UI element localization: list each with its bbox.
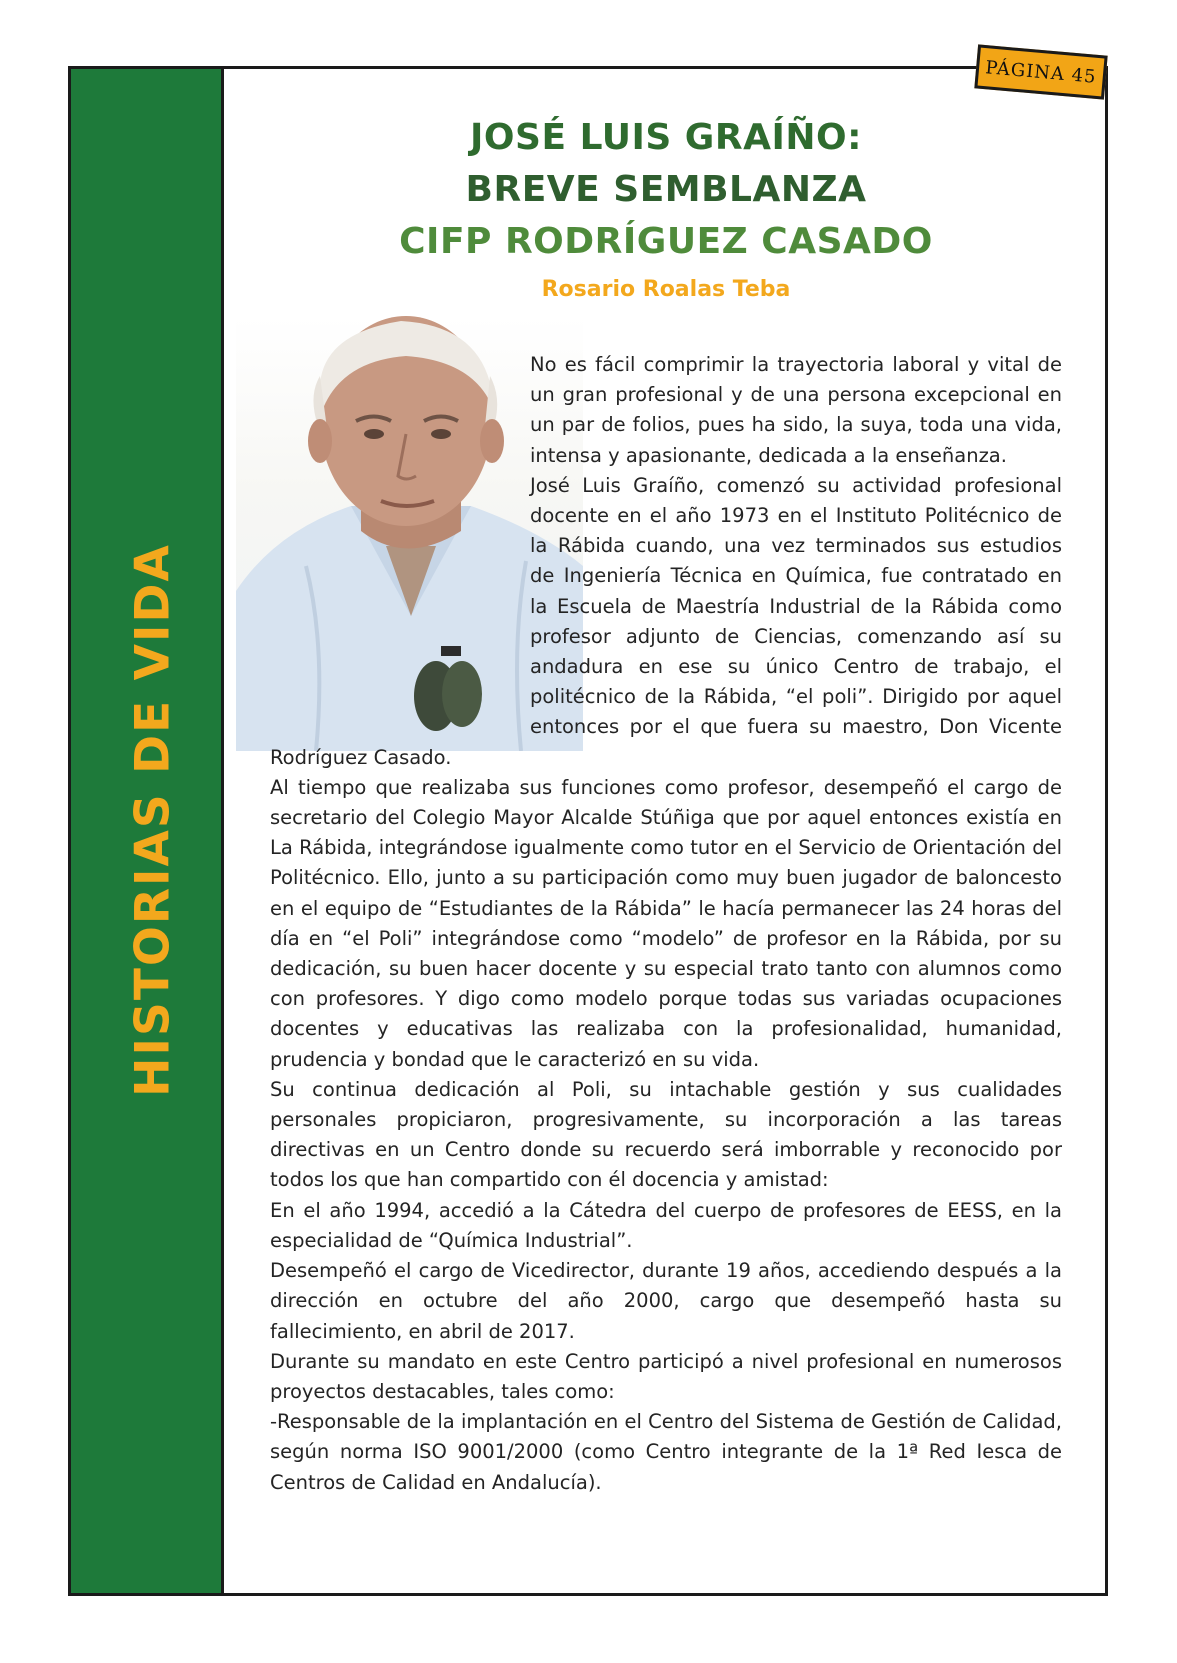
paragraph: Al tiempo que realizaba sus funciones como profesor, desempeñó el cargo de secretario del Colegio Mayor Alcalde Stúñiga que por aquel entonces existía en La Rábida, integrándose igualmente como tutor en el Servicio de Orientación del Politécnico. Ello, junto a su participación como muy buen jugador de baloncesto en el equipo de “Estudiantes de la Rábida” le hacía permanecer las 24 horas del día en “el Poli” integrándose como “modelo” de profesor en la Rábida, por su dedicación, su buen hacer docente y su especial trato tanto con alumnos como con profesores. Y digo como modelo porque todas sus variadas ocupaciones docentes y educativas las realizaba con la profesionalidad, humanidad, prudencia y bondad que le caracterizó en su vida. (270, 775, 1062, 1071)
paragraph: Su continua dedicación al Poli, su intachable gestión y sus cualidades personales propiciaron, progresivamente, su incorporación a las tareas directivas en un Centro donde su recuerdo será imborrable y reconocido por todos los que han compartido con él docencia y amistad: (270, 1077, 1062, 1192)
paragraph: -Responsable de la implantación en el Centro del Sistema de Gestión de Calidad, según norma ISO 9001/2000 (como Centro integrante de la 1ª Red Iesca de Centros de Calidad en Andalucía). (270, 1410, 1062, 1494)
header (224, 112, 1108, 310)
author-name: Rosario Roalas Teba (541, 277, 791, 302)
article-body (270, 350, 1062, 1498)
paragraph: No es fácil comprimir la trayectoria laboral y vital de un gran profesional y de una persona excepcional en un par de folios, pues ha sido, la suya, toda una vida, intensa y apasionante, dedicada a la enseñanza. (530, 353, 1062, 467)
title-line-2: BREVE SEMBLANZA (465, 169, 867, 210)
page-number-tab: PÁGINA 45 (974, 44, 1107, 99)
title-line-1: JOSÉ LUIS GRAÍÑO: (470, 117, 862, 158)
sidebar-label: HISTORIAS DE VIDA (125, 543, 181, 1097)
paragraph: Durante su mandato en este Centro participó a nivel profesional en numerosos proyectos destacables, tales como: (270, 1349, 1062, 1403)
paragraph: José Luis Graíño, comenzó su actividad profesional docente en el año 1973 en el Instituto Politécnico de la Rábida cuando, una vez terminados sus estudios de Ingeniería Técnica en Química, fue contratado en la Escuela de Maestría Industrial de la Rábida como profesor adjunto de Ciencias, comenzando así su andadura en ese su único Centro de trabajo, el politécnico de la Rábida, “el poli”. Dirigido por aquel entonces por el que fuera su maestro, Don Vicente Rodríguez Casado. (270, 473, 1062, 769)
paragraph: Desempeñó el cargo de Vicedirector, durante 19 años, accediendo después a la dirección en octubre del año 2000, cargo que desempeñó hasta su fallecimiento, en abril de 2017. (270, 1259, 1062, 1343)
title-line-3: CIFP RODRÍGUEZ CASADO (399, 221, 933, 262)
photo-wrap-space (270, 350, 530, 742)
paragraph: En el año 1994, accedió a la Cátedra del cuerpo de profesores de EESS, en la especialidad de “Química Industrial”. (270, 1198, 1062, 1252)
